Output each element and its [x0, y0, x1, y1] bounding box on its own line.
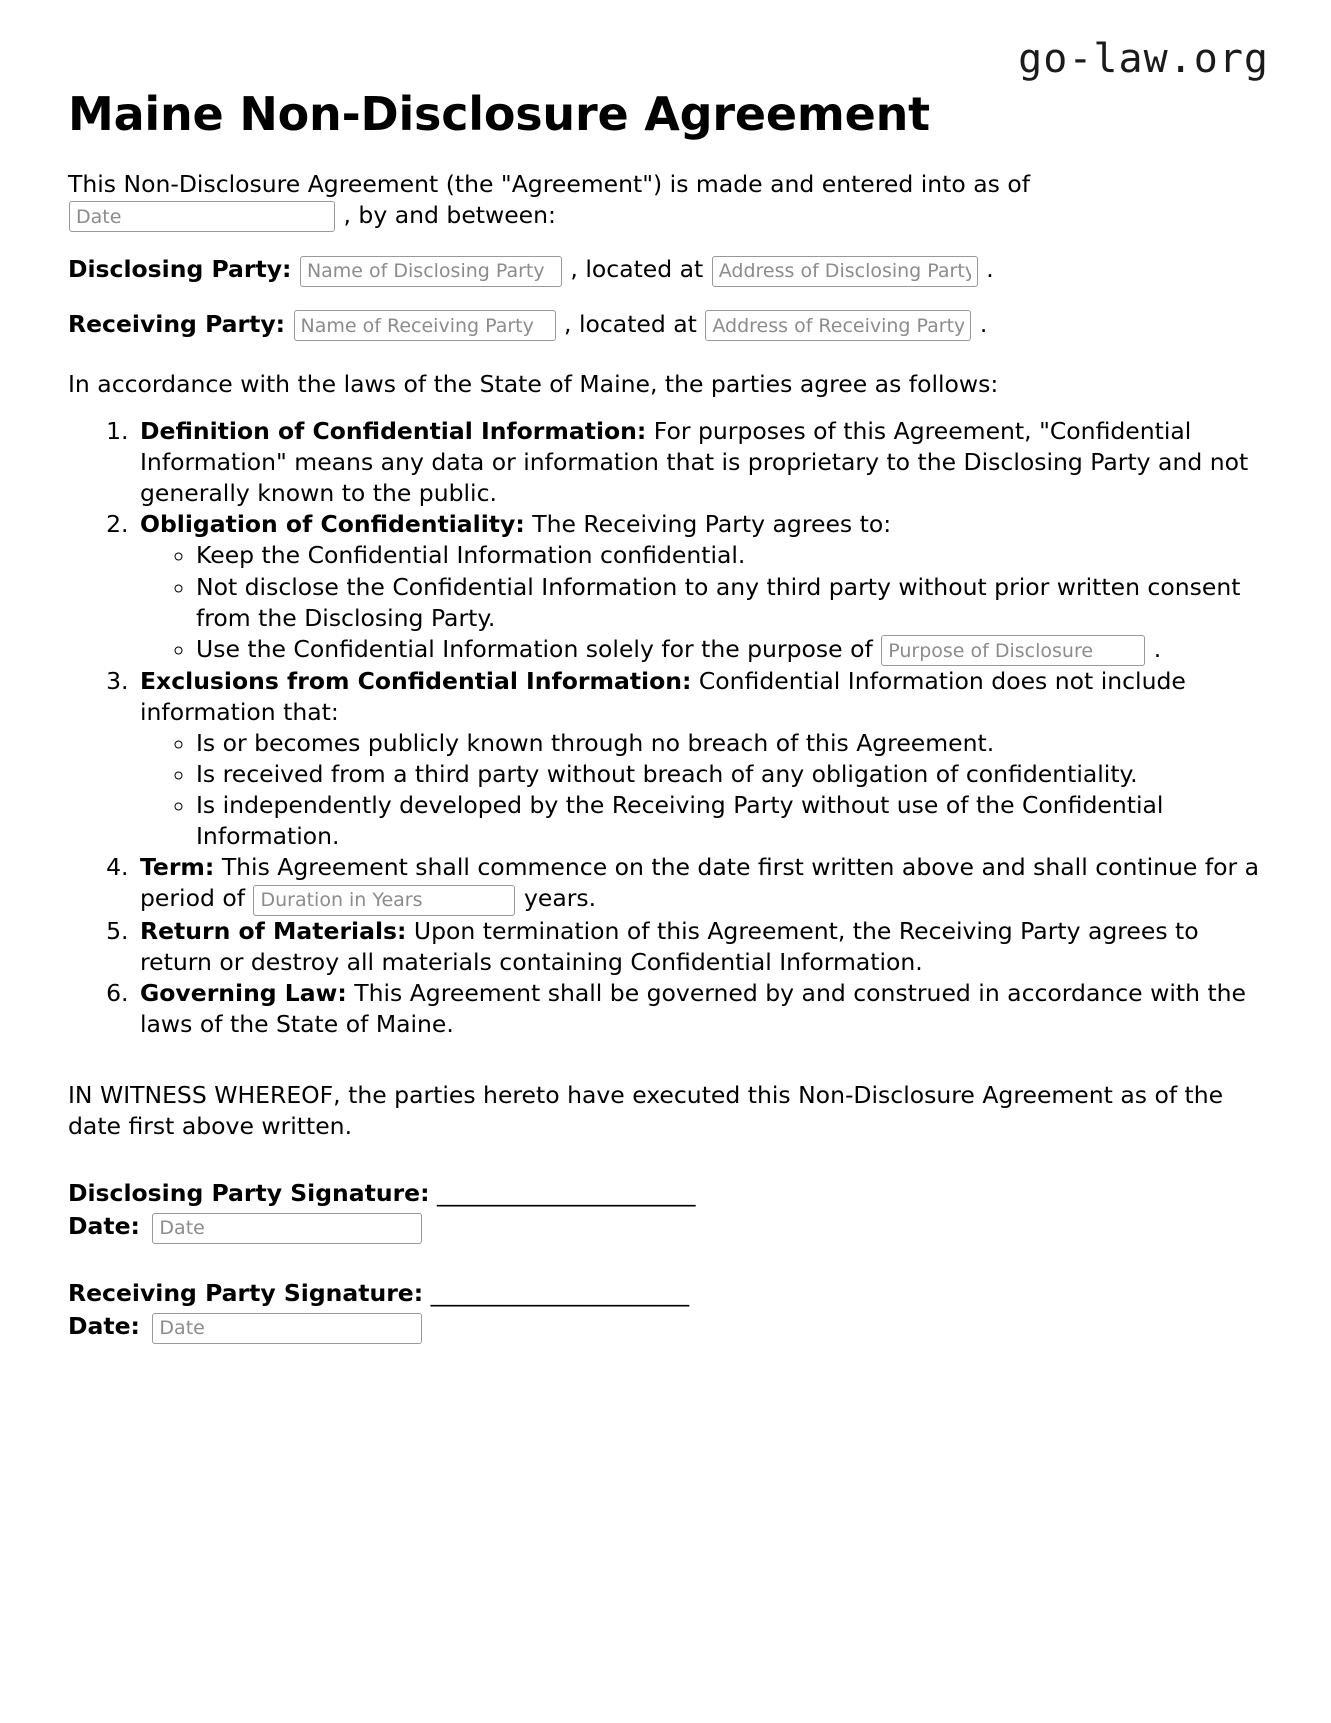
clause-list	[68, 416, 1261, 1039]
disclosing-date-label: Date:	[68, 1212, 140, 1241]
clause-item-definition	[136, 416, 1261, 509]
list-item: ◦ Not disclose the Confidential Information to any third party without prior written consent from the Disclosing Party.	[196, 572, 1261, 634]
clause-text: This Agreement shall be governed by and construed in accordance with the laws of the State of Maine.	[140, 978, 1247, 1038]
governing-law-intro: In accordance with the laws of the State of Maine, the parties agree as follows:	[68, 370, 999, 399]
clause-text: The Receiving Party agrees to:	[532, 510, 892, 539]
clause-heading: Obligation of Confidentiality:	[140, 510, 525, 539]
term-years-text: years.	[523, 884, 597, 913]
intro-text-after: , by and between:	[343, 200, 556, 229]
list-item: ◦ Keep the Confidential Information confidential.	[196, 540, 1261, 571]
page-title: Maine Non-Disclosure Agreement	[68, 87, 930, 141]
clause-item-obligation	[136, 509, 1261, 666]
list-item: ◦ Is independently developed by the Receiving Party without use of the Confidential Information.	[196, 790, 1261, 852]
intro-text-before: This Non-Disclosure Agreement (the "Agreement") is made and entered into as of	[68, 169, 1031, 198]
disclosing-signature-row	[68, 1178, 1261, 1209]
clause-item-return-of-materials	[136, 916, 1261, 978]
disclosing-party-line	[68, 254, 1261, 287]
agreement-date-input[interactable]	[69, 201, 335, 232]
receiving-signature-line: ______________________	[430, 1278, 690, 1307]
clause-heading: Governing Law:	[140, 978, 347, 1007]
receiving-signature-date-input[interactable]	[152, 1313, 422, 1344]
list-item	[196, 634, 1261, 667]
clause-text: Upon termination of this Agreement, the Receiving Party agrees to return or destroy all materials containing Confidential Information.	[140, 916, 1199, 976]
clause-text: This Agreement shall commence on the date first written above and shall continue for a period of	[140, 853, 1260, 913]
receiving-party-label: Receiving Party:	[68, 309, 286, 338]
receiving-date-row	[68, 1311, 1261, 1344]
receiving-party-address-input[interactable]	[705, 310, 971, 341]
list-item: ◦ Is or becomes publicly known through no breach of this Agreement.	[196, 728, 1261, 759]
receiving-located-at-text: , located at	[564, 309, 697, 338]
clause-heading: Definition of Confidential Information:	[140, 417, 647, 446]
duration-in-years-input[interactable]	[253, 885, 515, 916]
disclosing-signature-label: Disclosing Party Signature:	[68, 1178, 430, 1207]
receiving-party-line	[68, 309, 1261, 342]
disclosing-party-address-input[interactable]	[712, 256, 978, 287]
clause-item-governing-law	[136, 978, 1261, 1040]
receiving-period: .	[979, 309, 988, 338]
receiving-signature-row	[68, 1278, 1261, 1309]
clause-heading: Exclusions from Confidential Information:	[140, 667, 692, 696]
clause-heading: Term:	[140, 853, 215, 882]
disclosing-date-row	[68, 1211, 1261, 1244]
clause-text: For purposes of this Agreement, "Confidential Information" means any data or information that is proprietary to the Disclosing Party and not generally known to the public.	[140, 417, 1249, 508]
site-watermark: go-law.org	[1018, 36, 1269, 82]
disclosing-signature-date-input[interactable]	[152, 1213, 422, 1244]
obligation-sub-list	[140, 540, 1261, 666]
purpose-of-disclosure-input[interactable]	[881, 635, 1145, 666]
disclosing-party-label: Disclosing Party:	[68, 255, 292, 284]
receiving-signature-block	[68, 1278, 1261, 1344]
clause-item-exclusions	[136, 666, 1261, 852]
exclusions-sub-list	[140, 728, 1261, 852]
receiving-signature-label: Receiving Party Signature:	[68, 1278, 424, 1307]
clause-heading: Return of Materials:	[140, 916, 407, 945]
receiving-date-label: Date:	[68, 1312, 140, 1341]
list-item: ◦ Is received from a third party without breach of any obligation of confidentiality.	[196, 759, 1261, 790]
disclosing-party-name-input[interactable]	[300, 256, 562, 287]
disclosing-located-at-text: , located at	[570, 255, 704, 284]
witness-paragraph: IN WITNESS WHEREOF, the parties hereto have executed this Non-Disclosure Agreement as of the date first above written.	[68, 1080, 1224, 1140]
receiving-party-name-input[interactable]	[294, 310, 556, 341]
disclosing-signature-line: ______________________	[437, 1178, 696, 1207]
purpose-period: .	[1153, 634, 1162, 663]
purpose-prefix-text: Use the Confidential Information solely for the purpose of	[196, 634, 873, 663]
disclosing-period: .	[986, 255, 994, 284]
clause-item-term	[136, 852, 1261, 916]
clause-text: Confidential Information does not include information that:	[140, 667, 1186, 727]
disclosing-signature-block	[68, 1178, 1261, 1244]
intro-paragraph	[68, 169, 1261, 233]
